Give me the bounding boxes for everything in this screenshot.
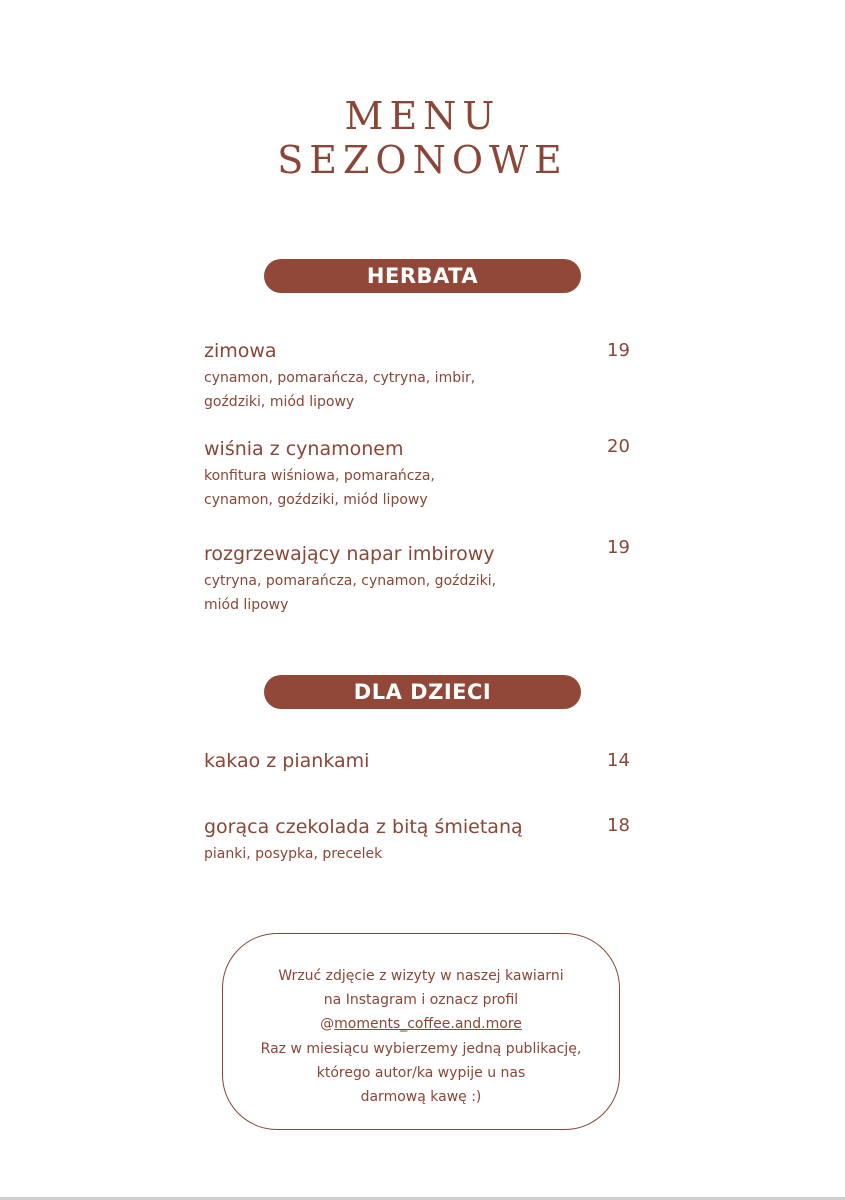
item-name: kakao z piankami [204,750,370,772]
menu-item [204,542,634,617]
item-description [204,569,544,617]
menu-item [204,437,634,512]
item-description [204,464,544,512]
note-line: którego autor/ka wypije u nas [316,1064,526,1081]
item-name: zimowa [204,340,277,362]
item-price: 18 [607,815,630,836]
item-name: wiśnia z cynamonem [204,438,404,460]
menu-item [204,815,634,866]
menu-title-line2: SEZONOWE [277,138,568,182]
item-price: 19 [607,340,630,361]
section-heading-dla-dzieci: DLA DZIECI [264,675,581,709]
handle-prefix: @ [320,1016,335,1033]
menu-item [204,339,634,414]
item-description-line: miód lipowy [204,597,289,613]
item-price: 20 [607,436,630,457]
item-description-line: cynamon, pomarańcza, cytryna, imbir, [204,370,476,386]
menu-title-line1: MENU [344,94,501,138]
note-line: Wrzuć zdjęcie z wizyty w naszej kawiarni [278,968,564,984]
note-line: na Instagram i oznacz profil [323,992,519,1009]
item-description-line: konfitura wiśniowa, pomarańcza, [204,468,435,484]
item-description-line: pianki, posypka, precelek [204,846,383,862]
item-price: 14 [607,750,630,771]
item-description-line: cytryna, pomarańcza, cynamon, goździki, [204,573,497,589]
note-line: darmową kawę :) [360,1089,482,1106]
menu-item [204,749,634,773]
instagram-note-text [222,964,620,1109]
section-heading-herbata: HERBATA [264,259,581,293]
item-description-line: goździki, miód lipowy [204,394,355,410]
note-handle-line [222,1012,620,1036]
instagram-handle-link[interactable]: moments_coffee.and.more [334,1016,522,1033]
item-price: 19 [607,537,630,558]
item-description-line: cynamon, goździki, miód lipowy [204,492,428,508]
item-description [204,842,544,866]
note-line: Raz w miesiącu wybierzemy jedną publikację, [260,1040,582,1057]
item-description [204,366,544,414]
item-name: gorąca czekolada z bitą śmietaną [204,816,523,838]
item-name: rozgrzewający napar imbirowy [204,543,495,565]
